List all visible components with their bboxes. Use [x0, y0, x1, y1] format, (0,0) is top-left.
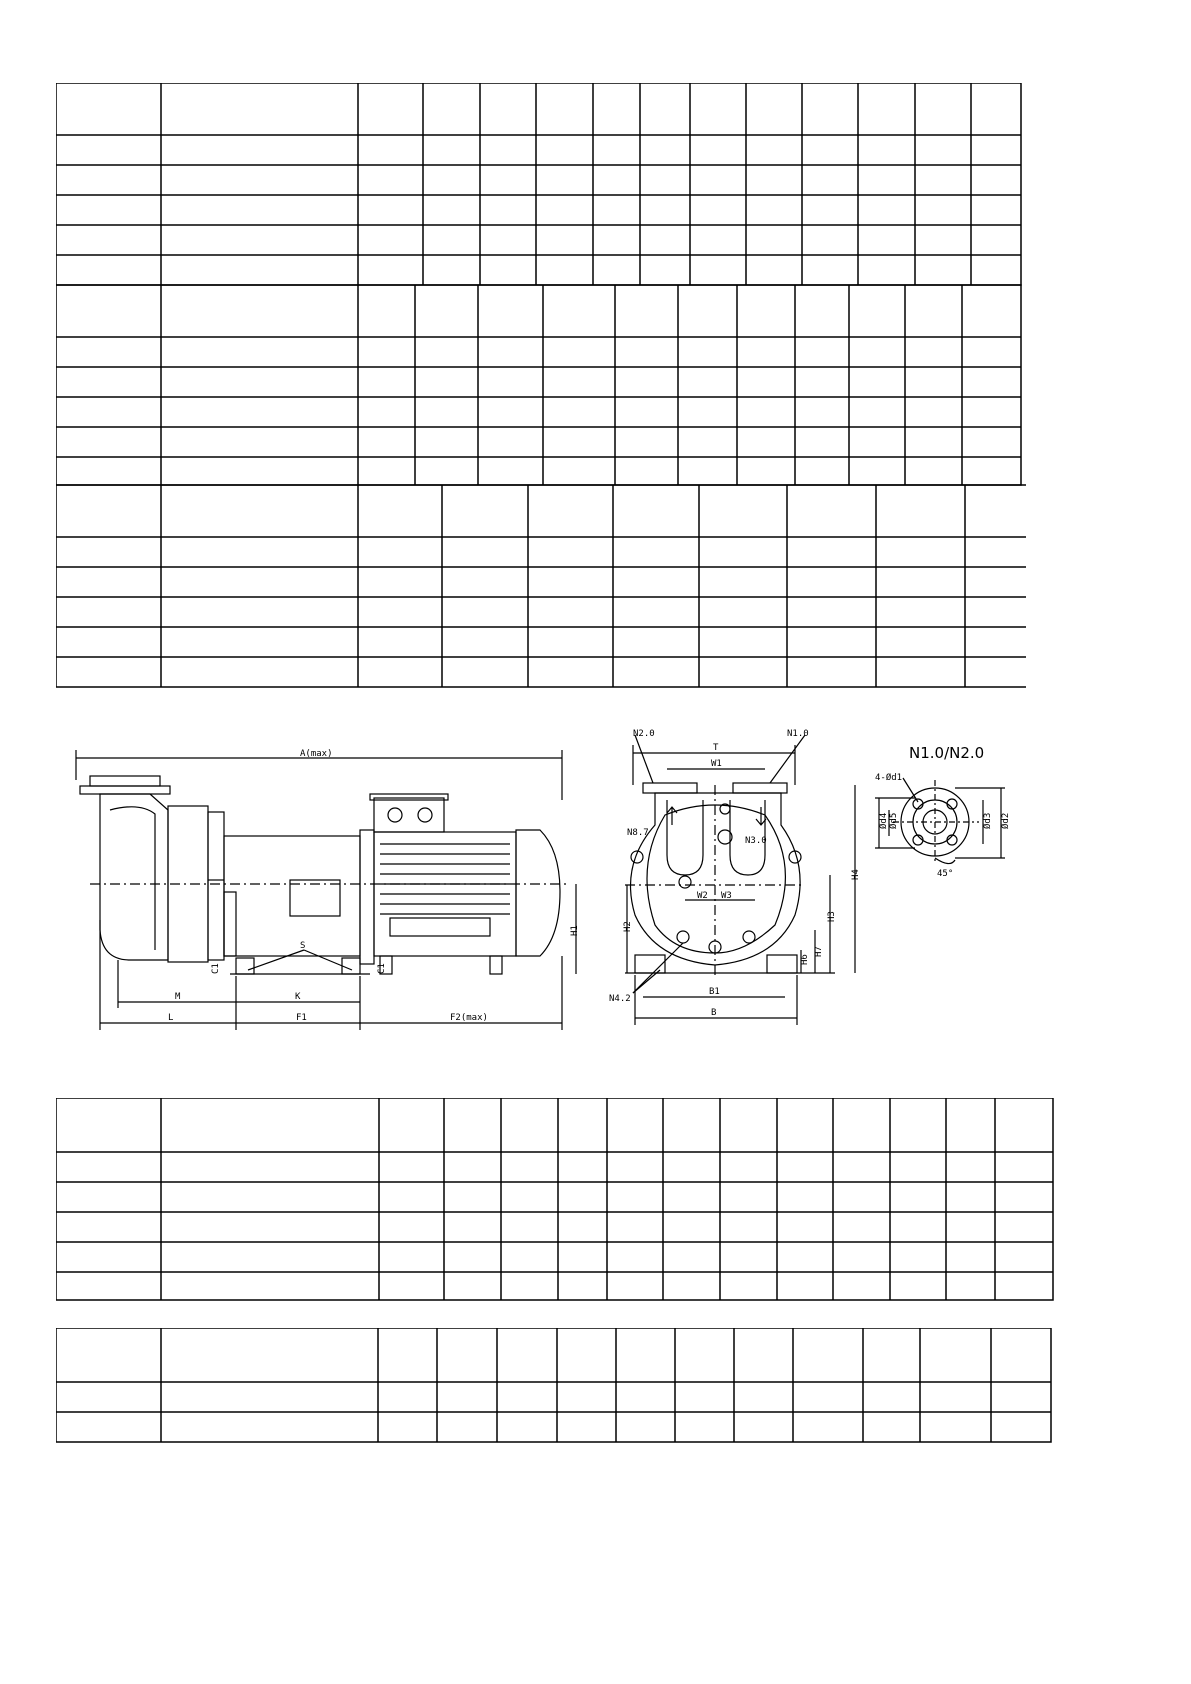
label-bolt-holes: 4-Ød1: [875, 773, 903, 783]
label-l: L: [168, 1013, 174, 1023]
label-c1-right: C1: [377, 963, 387, 974]
label-w3: W3: [721, 891, 732, 901]
flange-detail-drawing: [875, 740, 1025, 904]
label-w2: W2: [697, 891, 708, 901]
label-n4-2: N4.2: [609, 994, 631, 1004]
label-h1: H1: [570, 925, 580, 936]
front-view-svg: [605, 725, 870, 1045]
pump-front-view-drawing: [605, 725, 870, 1049]
label-h7: H7: [814, 946, 824, 957]
table-block-2-grid: [56, 1098, 1056, 1304]
label-w1: W1: [711, 759, 722, 769]
label-t: T: [713, 743, 719, 753]
label-b1: B1: [709, 987, 720, 997]
label-h6: H6: [800, 954, 810, 965]
label-f2-max: F2(max): [450, 1013, 488, 1023]
label-s: S: [300, 941, 306, 951]
label-h2: H2: [623, 921, 633, 932]
table-block-3-grid: [56, 1328, 1056, 1446]
label-f1: F1: [296, 1013, 307, 1023]
label-n2-0: N2.0: [633, 729, 655, 739]
pump-side-view-drawing: [70, 740, 580, 1044]
label-d5: Ød5: [889, 812, 899, 829]
label-c1-left: C1: [211, 963, 221, 974]
label-n1-0: N1.0: [787, 729, 809, 739]
table-block-1-grid: [56, 83, 1026, 688]
label-angle: 45°: [937, 869, 954, 879]
flange-title: N1.0/N2.0: [909, 744, 985, 762]
side-view-svg: [70, 740, 580, 1040]
flange-svg: [875, 740, 1025, 900]
label-k: K: [295, 992, 301, 1002]
table-block-3: [56, 1328, 1056, 1446]
label-a-max: A(max): [300, 749, 333, 759]
table-block-2: [56, 1098, 1056, 1304]
label-m: M: [175, 992, 181, 1002]
label-b: B: [711, 1008, 717, 1018]
label-d4: Ød4: [879, 812, 889, 829]
label-d3: Ød3: [983, 812, 993, 829]
label-n8-7: N8.7: [627, 828, 649, 838]
label-h3: H3: [827, 911, 837, 922]
label-n3-0: N3.0: [745, 836, 767, 846]
label-d2: Ød2: [1001, 812, 1011, 829]
table-block-1: [56, 83, 1026, 688]
label-h4: H4: [851, 869, 861, 880]
